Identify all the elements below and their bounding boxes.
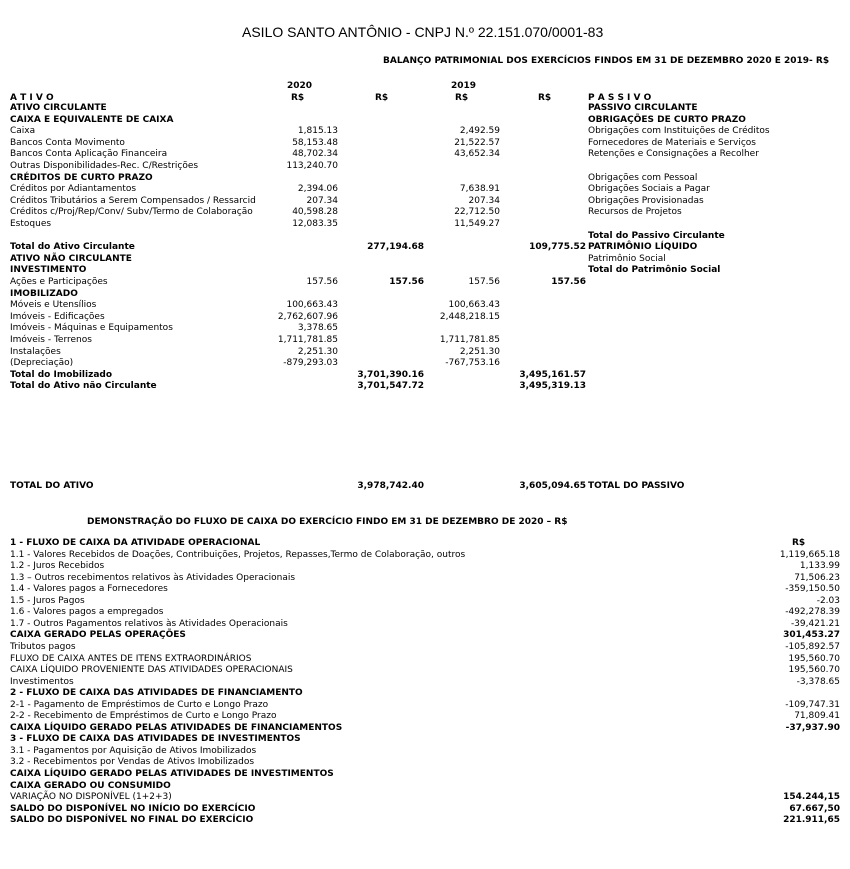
passivo-row-label: Obrigações com Instituições de Créditos <box>588 126 770 137</box>
cashflow-row-label: SALDO DO DISPONÍVEL NO INÍCIO DO EXERCÍCIO <box>10 803 256 814</box>
ativo-row <box>0 265 590 277</box>
ativo-row <box>0 219 590 231</box>
cashflow-row-label: CAIXA LÍQUIDO GERADO PELAS ATIVIDADES DE INVESTIMENTOS <box>10 769 334 779</box>
cashflow-row <box>0 757 845 769</box>
total-ativo-2020: 3,978,742.40 <box>357 481 424 491</box>
ativo-row <box>0 277 590 289</box>
cashflow-row <box>0 584 845 596</box>
cashflow-row <box>0 607 845 619</box>
ativo-total-2019: 3,495,161.57 <box>519 369 586 380</box>
cashflow-row <box>0 550 845 562</box>
cashflow-row <box>0 700 845 712</box>
cashflow-row <box>0 654 845 666</box>
passivo-row-label: Fornecedores de Materiais e Serviços <box>588 137 756 148</box>
passivo-row <box>588 242 838 254</box>
passivo-row-label: Recursos de Projetos <box>588 207 682 218</box>
ativo-row-label: Instalações <box>10 346 61 357</box>
cashflow-row-value: 195,560.70 <box>788 665 840 676</box>
cashflow-row <box>0 665 845 677</box>
cashflow-row-label: 1.4 - Valores pagos a Fornecedores <box>10 584 168 595</box>
cashflow-row-value: 154.244,15 <box>783 792 840 803</box>
ativo-row <box>0 207 590 219</box>
cashflow-row-value: -39,421.21 <box>790 618 840 629</box>
ativo-row <box>0 254 590 266</box>
ativo-row-label: Total do Imobilizado <box>10 369 113 380</box>
passivo-row-label: Retenções e Consignações a Recolher <box>588 149 759 160</box>
cashflow-row-value: 221.911,65 <box>783 815 840 826</box>
total-passivo-label: TOTAL DO PASSIVO <box>588 481 685 491</box>
ativo-row <box>0 126 590 138</box>
ativo-value-2019: 2,251.30 <box>459 346 500 357</box>
ativo-value-2020: 207.34 <box>306 195 338 206</box>
passivo-row-label: Total do Passivo Circulante <box>588 230 725 241</box>
cashflow-row <box>0 723 845 735</box>
balance-sheet-title: BALANÇO PATRIMONIAL DOS EXERCÍCIOS FINDOS EM 31 DE DEZEMBRO 2020 E 2019- R$ <box>383 56 830 66</box>
cashflow-row-label: CAIXA LÍQUIDO PROVENIENTE DAS ATIVIDADES OPERACIONAIS <box>10 665 293 676</box>
ativo-row-label: Estoques <box>10 219 52 229</box>
document-title: ASILO SANTO ANTÔNIO - CNPJ N.º 22.151.070/0001-83 <box>242 24 604 40</box>
ativo-row <box>0 184 590 196</box>
cashflow-row <box>0 538 845 550</box>
passivo-row <box>588 126 838 138</box>
ativo-row <box>0 347 590 359</box>
total-ativo-label: TOTAL DO ATIVO <box>10 481 94 491</box>
passivo-row <box>588 207 838 219</box>
ativo-value-2019: 11,549.27 <box>454 219 500 229</box>
rs-header-2: R$ <box>375 93 389 103</box>
ativo-value-2019: 2,492.59 <box>459 126 500 137</box>
ativo-row <box>0 231 590 243</box>
cashflow-row <box>0 561 845 573</box>
ativo-total-2019: 109,775.52 <box>529 242 586 253</box>
passivo-row-label: Patrimônio Social <box>588 253 666 264</box>
passivo-row <box>588 219 838 231</box>
ativo-value-2019: 207.34 <box>468 195 500 206</box>
ativo-row-label: Bancos Conta Movimento <box>10 137 125 148</box>
ativo-total-2019: 157.56 <box>551 277 586 287</box>
total-ativo-2019: 3,605,094.65 <box>519 481 586 491</box>
ativo-row-label: ATIVO CIRCULANTE <box>10 103 107 113</box>
ativo-value-2019: 157.56 <box>468 277 500 287</box>
ativo-value-2020: 3,378.65 <box>297 323 338 334</box>
ativo-total-2020: 3,701,547.72 <box>357 381 424 392</box>
cashflow-rs-header: R$ <box>792 538 806 548</box>
ativo-value-2020: 1,815.13 <box>297 126 338 137</box>
cashflow-row <box>0 792 845 804</box>
ativo-value-2019: 1,711,781.85 <box>439 335 500 345</box>
ativo-row <box>0 103 590 115</box>
ativo-row <box>0 381 590 393</box>
passivo-row <box>588 254 838 266</box>
ativo-row-label: Total do Ativo Circulante <box>10 242 135 253</box>
ativo-row <box>0 138 590 150</box>
cashflow-row <box>0 781 845 793</box>
ativo-row-label: Imóveis - Terrenos <box>10 335 92 345</box>
passivo-row <box>588 161 838 173</box>
passivo-row-label: PASSIVO CIRCULANTE <box>588 103 698 113</box>
cashflow-row-label: SALDO DO DISPONÍVEL NO FINAL DO EXERCÍCIO <box>10 815 254 826</box>
cashflow-row-label: Investimentos <box>10 676 74 687</box>
passivo-row-label: Obrigações com Pessoal <box>588 172 698 183</box>
cashflow-row-value: 1,133.99 <box>799 561 840 572</box>
ativo-total-2020: 3,701,390.16 <box>357 369 424 380</box>
ativo-value-2019: 22,712.50 <box>454 207 500 218</box>
cashflow-row <box>0 573 845 585</box>
passivo-header: P A S S I V O <box>588 93 652 103</box>
cashflow-row-value: -37,937.90 <box>785 722 840 733</box>
ativo-value-2019: 100,663.43 <box>448 300 500 311</box>
ativo-value-2020: 2,762,607.96 <box>277 311 338 322</box>
cashflow-row-label: CAIXA GERADO OU CONSUMIDO <box>10 780 171 791</box>
passivo-row <box>588 196 838 208</box>
cashflow-row <box>0 769 845 781</box>
rs-header-1: R$ <box>291 93 305 103</box>
ativo-row-label: Bancos Conta Aplicação Financeira <box>10 149 168 160</box>
passivo-row <box>588 173 838 185</box>
cashflow-row-label: 2 - FLUXO DE CAIXA DAS ATIVIDADES DE FINANCIAMENTO <box>10 688 303 699</box>
passivo-row <box>588 265 838 277</box>
cashflow-row <box>0 711 845 723</box>
cashflow-row-label: VARIAÇÃO NO DISPONÍVEL (1+2+3) <box>10 792 172 803</box>
ativo-row-label: (Depreciação) <box>10 358 74 369</box>
passivo-row-label: Obrigações Provisionadas <box>588 195 704 206</box>
cashflow-row-label: 1.5 - Juros Pagos <box>10 595 85 606</box>
ativo-value-2020: -879,293.03 <box>283 358 338 369</box>
cashflow-row-label: Tributos pagos <box>10 641 76 652</box>
cashflow-row-value: 71,506.23 <box>794 572 840 583</box>
ativo-value-2019: 43,652.34 <box>454 149 500 160</box>
cashflow-row-label: 3.1 - Pagamentos por Aquisição de Ativos Imobilizados <box>10 745 257 756</box>
ativo-row-label: IMOBILIZADO <box>10 288 78 299</box>
ativo-row <box>0 312 590 324</box>
cashflow-row-value: 1,119,665.18 <box>779 549 840 560</box>
ativo-total-2019: 3,495,319.13 <box>519 381 586 392</box>
ativo-row <box>0 335 590 347</box>
cashflow-row-value: -3,378.65 <box>796 676 840 687</box>
ativo-value-2020: 2,251.30 <box>297 346 338 357</box>
cashflow-row-label: 1.2 - Juros Recebidos <box>10 561 105 572</box>
ativo-total-2020: 157.56 <box>389 277 424 287</box>
ativo-row-label: Imóveis - Edificações <box>10 311 105 322</box>
cashflow-row-label: 3 - FLUXO DE CAIXA DAS ATIVIDADES DE INVESTIMENTOS <box>10 734 301 745</box>
cashflow-row-value: 195,560.70 <box>788 653 840 664</box>
cashflow-row <box>0 688 845 700</box>
cashflow-row <box>0 619 845 631</box>
ativo-row-label: Créditos por Adiantamentos <box>10 184 137 195</box>
ativo-row-label: Créditos Tributários a Serem Compensados / Ressarcid <box>10 195 256 206</box>
cashflow-row <box>0 746 845 758</box>
ativo-value-2020: 1,711,781.85 <box>277 335 338 345</box>
cashflow-row <box>0 642 845 654</box>
ativo-row-label: INVESTIMENTO <box>10 265 87 276</box>
ativo-row-label: Total do Ativo não Circulante <box>10 381 157 392</box>
cashflow-row-value: -109,747.31 <box>785 699 840 710</box>
cashflow-row-value: -359,150.50 <box>785 584 840 595</box>
cashflow-row-value: -2.03 <box>816 595 840 606</box>
year-2019-header: 2019 <box>451 81 477 91</box>
ativo-value-2020: 2,394.06 <box>297 184 338 195</box>
ativo-row-label: Ações e Participações <box>10 277 108 287</box>
ativo-row <box>0 300 590 312</box>
cashflow-row-label: 1.6 - Valores pagos a empregados <box>10 607 164 618</box>
ativo-row <box>0 370 590 382</box>
ativo-row-label: ATIVO NÃO CIRCULANTE <box>10 253 132 264</box>
passivo-row <box>588 184 838 196</box>
ativo-row <box>0 149 590 161</box>
ativo-row-label: CAIXA E EQUIVALENTE DE CAIXA <box>10 114 174 125</box>
ativo-header: A T I V O <box>10 93 54 103</box>
cashflow-row-label: 1 - FLUXO DE CAIXA DA ATIVIDADE OPERACIONAL <box>10 538 261 548</box>
ativo-value-2020: 100,663.43 <box>286 300 338 311</box>
cashflow-row-value: -492,278.39 <box>785 607 840 618</box>
cashflow-row-label: CAIXA LÍQUIDO GERADO PELAS ATIVIDADES DE FINANCIAMENTOS <box>10 722 343 733</box>
passivo-row-label: PATRIMÔNIO LÍQUIDO <box>588 242 698 253</box>
passivo-row-label: Total do Patrimônio Social <box>588 265 721 276</box>
ativo-value-2019: 2,448,218.15 <box>439 311 500 322</box>
ativo-row-label: Outras Disponibilidades-Rec. C/Restrições <box>10 161 199 171</box>
ativo-row-label: Créditos c/Proj/Rep/Conv/ Subv/Termo de Colaboração <box>10 207 253 218</box>
passivo-row <box>588 103 838 115</box>
cashflow-row-value: 301,453.27 <box>783 630 840 641</box>
cashflow-row-value: 71,809.41 <box>794 711 840 722</box>
cashflow-row-label: 1.3 – Outros recebimentos relativos às Atividades Operacionais <box>10 572 296 583</box>
ativo-value-2020: 157.56 <box>306 277 338 287</box>
year-2020-header: 2020 <box>287 81 313 91</box>
cashflow-title: DEMONSTRAÇÃO DO FLUXO DE CAIXA DO EXERCÍCIO FINDO EM 31 DE DEZEMBRO DE 2020 – R$ <box>87 517 568 527</box>
ativo-value-2019: 7,638.91 <box>459 184 500 195</box>
cashflow-row-label: FLUXO DE CAIXA ANTES DE ITENS EXTRAORDINÁRIOS <box>10 653 252 664</box>
ativo-row-label: Imóveis - Máquinas e Equipamentos <box>10 323 173 334</box>
ativo-value-2020: 40,598.28 <box>292 207 338 218</box>
ativo-row <box>0 242 590 254</box>
cashflow-row <box>0 630 845 642</box>
rs-header-3: R$ <box>455 93 469 103</box>
passivo-row <box>588 231 838 243</box>
cashflow-row-label: 1.1 - Valores Recebidos de Doações, Contribuições, Projetos, Repasses,Termo de Colaboração, outros <box>10 549 466 560</box>
ativo-value-2020: 113,240.70 <box>286 161 338 171</box>
ativo-value-2020: 12,083.35 <box>292 219 338 229</box>
ativo-row <box>0 196 590 208</box>
cashflow-row-label: 3.2 - Recebimentos por Vendas de Ativos Imobilizados <box>10 757 255 768</box>
ativo-value-2020: 58,153.48 <box>292 137 338 148</box>
ativo-value-2019: 21,522.57 <box>454 137 500 148</box>
ativo-row-label: Caixa <box>10 126 36 137</box>
passivo-row <box>588 149 838 161</box>
cashflow-row <box>0 815 845 827</box>
cashflow-row <box>0 677 845 689</box>
cashflow-row-label: 1.7 - Outros Pagamentos relativos às Atividades Operacionais <box>10 618 288 629</box>
passivo-row <box>588 138 838 150</box>
ativo-total-2020: 277,194.68 <box>367 242 424 253</box>
ativo-row <box>0 161 590 173</box>
ativo-row <box>0 289 590 301</box>
ativo-row-label: Móveis e Utensílios <box>10 300 97 311</box>
cashflow-row <box>0 596 845 608</box>
passivo-row-label: Obrigações Sociais a Pagar <box>588 184 710 195</box>
cashflow-row <box>0 734 845 746</box>
ativo-row <box>0 358 590 370</box>
passivo-row <box>588 115 838 127</box>
cashflow-row-value: 67.667,50 <box>789 803 840 814</box>
passivo-row-label: OBRIGAÇÕES DE CURTO PRAZO <box>588 114 746 125</box>
ativo-value-2019: -767,753.16 <box>445 358 500 369</box>
ativo-row <box>0 115 590 127</box>
rs-header-4: R$ <box>538 93 552 103</box>
ativo-row <box>0 323 590 335</box>
cashflow-row-value: -105,892.57 <box>785 641 840 652</box>
cashflow-row-label: CAIXA GERADO PELAS OPERAÇÕES <box>10 630 186 641</box>
cashflow-row-label: 2-2 - Recebimento de Empréstimos de Curto e Longo Prazo <box>10 711 277 722</box>
cashflow-row <box>0 804 845 816</box>
cashflow-row-label: 2-1 - Pagamento de Empréstimos de Curto e Longo Prazo <box>10 699 269 710</box>
ativo-row-label: CRÉDITOS DE CURTO PRAZO <box>10 172 153 183</box>
ativo-value-2020: 48,702.34 <box>292 149 338 160</box>
ativo-row <box>0 173 590 185</box>
